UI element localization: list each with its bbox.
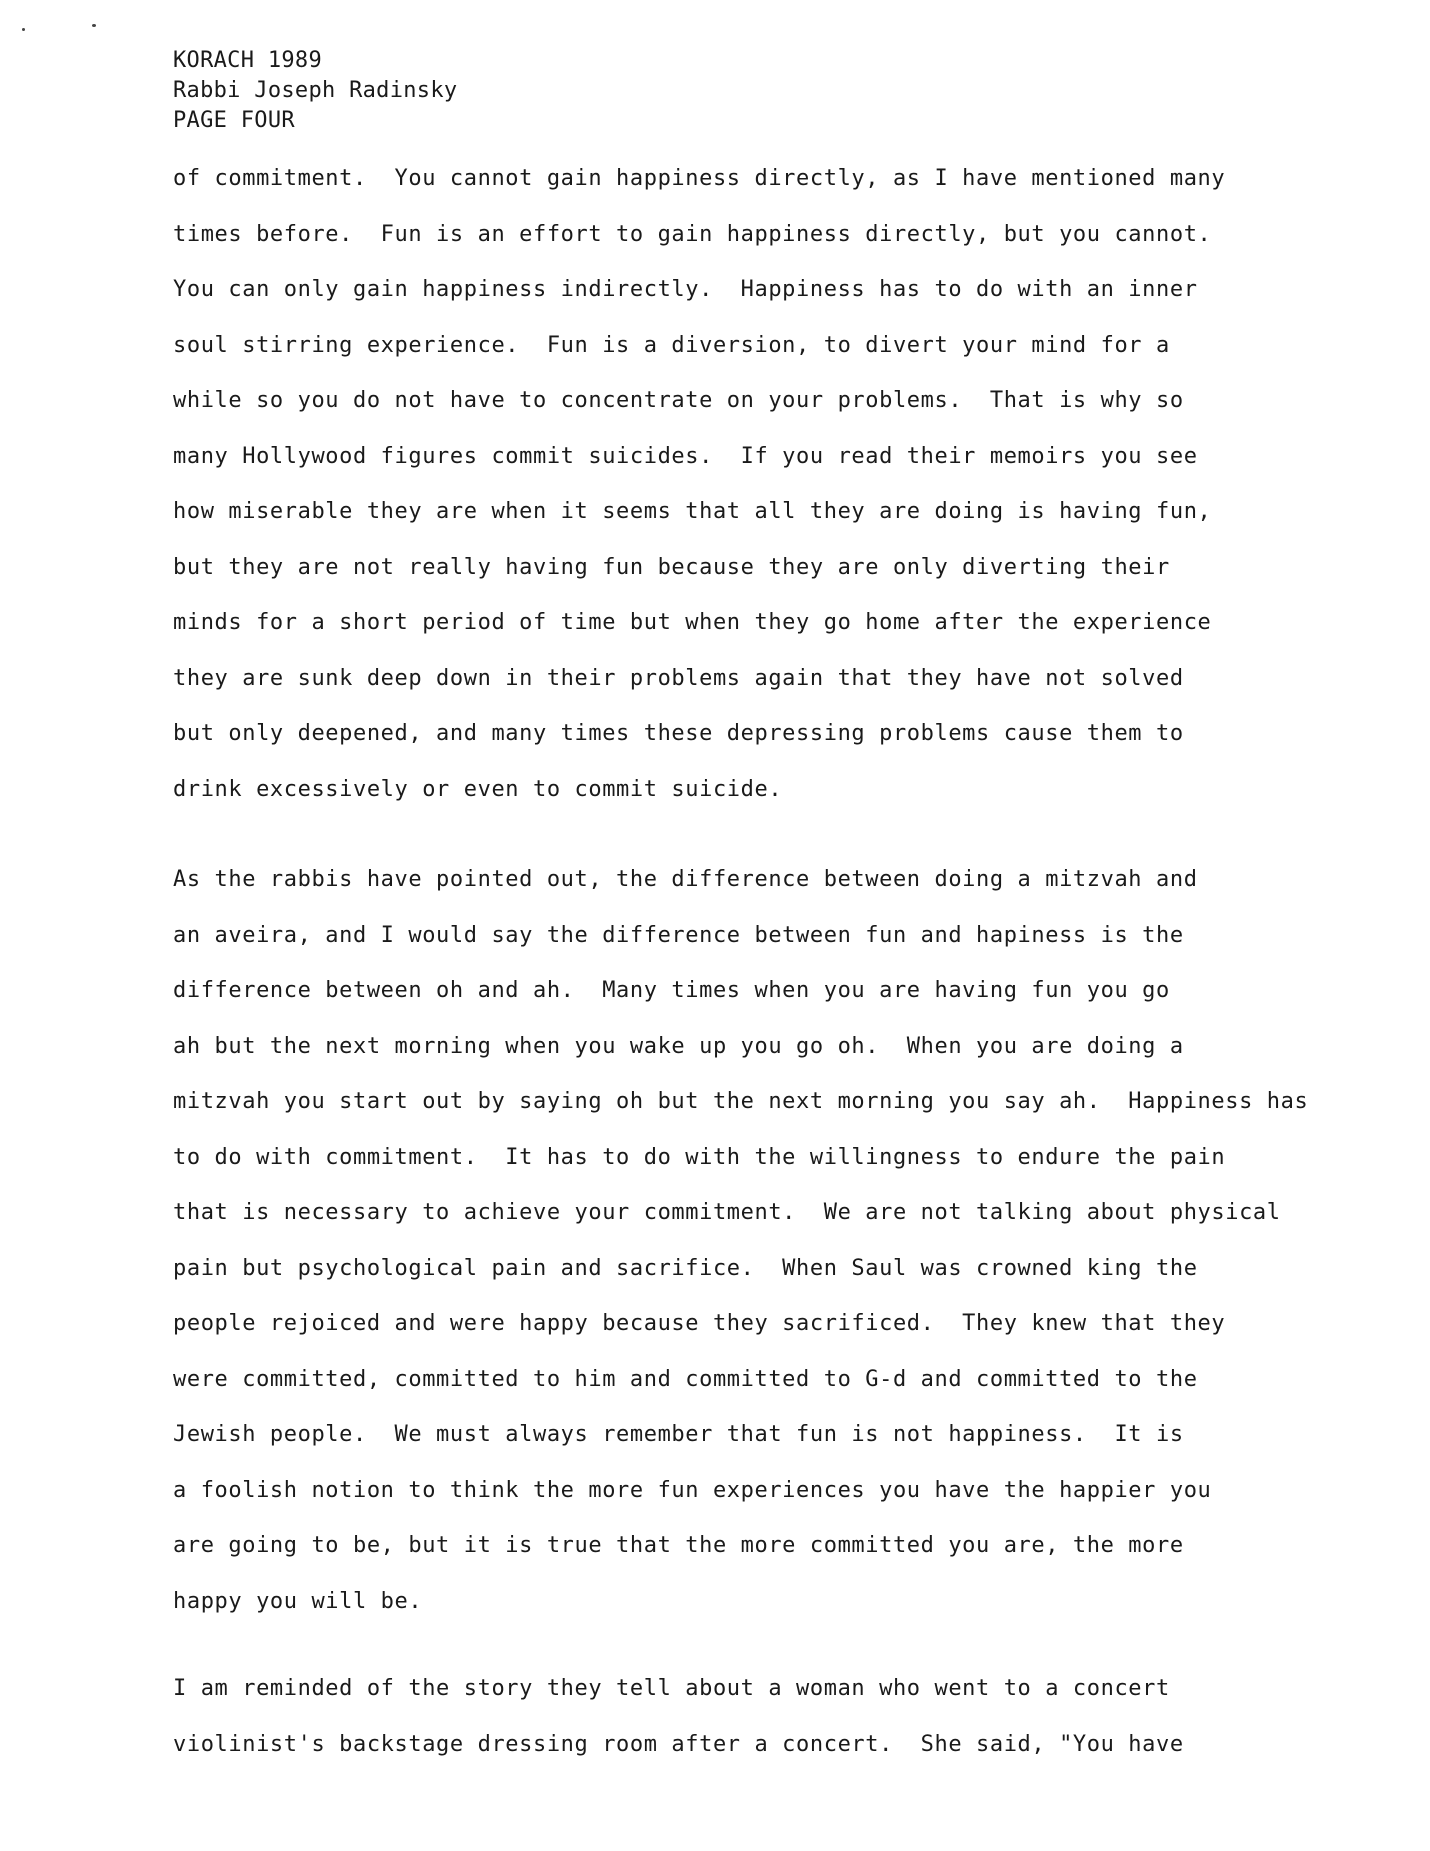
text-line: minds for a short period of time but when they go home after the experience — [173, 610, 1212, 635]
text-line: You can only gain happiness indirectly. Happiness has to do with an inner — [173, 277, 1198, 302]
header-author: Rabbi Joseph Radinsky — [173, 78, 458, 103]
text-line: happy you will be. — [173, 1588, 423, 1614]
text-line: but only deepened, and many times these depressing problems cause them to — [173, 721, 1184, 746]
text-line: a foolish notion to think the more fun experiences you have the happier you — [173, 1477, 1212, 1503]
text-line: drink excessively or even to commit suicide. — [173, 776, 783, 802]
text-line: to do with commitment. It has to do with the willingness to endure the pain — [173, 1144, 1226, 1170]
body-paragraph — [173, 151, 1225, 817]
text-line: violinist's backstage dressing room after a concert. She said, "You have — [173, 1731, 1184, 1757]
text-line: ah but the next morning when you wake up you go oh. When you are doing a — [173, 1033, 1184, 1059]
text-line: times before. Fun is an effort to gain happiness directly, but you cannot. — [173, 221, 1212, 247]
text-line: that is necessary to achieve your commitment. We are not talking about physical — [173, 1200, 1281, 1225]
header-title: KORACH 1989 — [173, 48, 322, 73]
text-line: how miserable they are when it seems that all they are doing is having fun, — [173, 499, 1212, 524]
scan-speck — [22, 28, 25, 31]
header-page-label: PAGE FOUR — [173, 108, 295, 133]
text-line: but they are not really having fun because they are only diverting their — [173, 554, 1170, 580]
text-line: many Hollywood figures commit suicides. If you read their memoirs you see — [173, 443, 1198, 469]
text-line: people rejoiced and were happy because they sacrificed. They knew that they — [173, 1311, 1226, 1336]
text-line: soul stirring experience. Fun is a diversion, to divert your mind for a — [173, 332, 1170, 358]
text-line: of commitment. You cannot gain happiness directly, as I have mentioned many — [173, 166, 1226, 191]
text-line: are going to be, but it is true that the more committed you are, the more — [173, 1533, 1184, 1558]
text-line: As the rabbis have pointed out, the difference between doing a mitzvah and — [173, 867, 1198, 892]
text-line: pain but psychological pain and sacrifice. When Saul was crowned king the — [173, 1255, 1198, 1281]
text-line: they are sunk deep down in their problems again that they have not solved — [173, 665, 1184, 691]
body-paragraph — [173, 852, 1308, 1629]
text-line: I am reminded of the story they tell about a woman who went to a concert — [173, 1676, 1170, 1701]
text-line: were committed, committed to him and committed to G-d and committed to the — [173, 1366, 1198, 1392]
text-line: Jewish people. We must always remember that fun is not happiness. It is — [173, 1422, 1184, 1447]
body-paragraph — [173, 1661, 1184, 1772]
scan-speck — [92, 24, 96, 27]
text-line: difference between oh and ah. Many times when you are having fun you go — [173, 978, 1170, 1003]
document-header — [173, 46, 457, 136]
text-line: while so you do not have to concentrate on your problems. That is why so — [173, 388, 1184, 413]
text-line: mitzvah you start out by saying oh but the next morning you say ah. Happiness has — [173, 1089, 1309, 1114]
text-line: an aveira, and I would say the difference between fun and hapiness is the — [173, 922, 1184, 948]
